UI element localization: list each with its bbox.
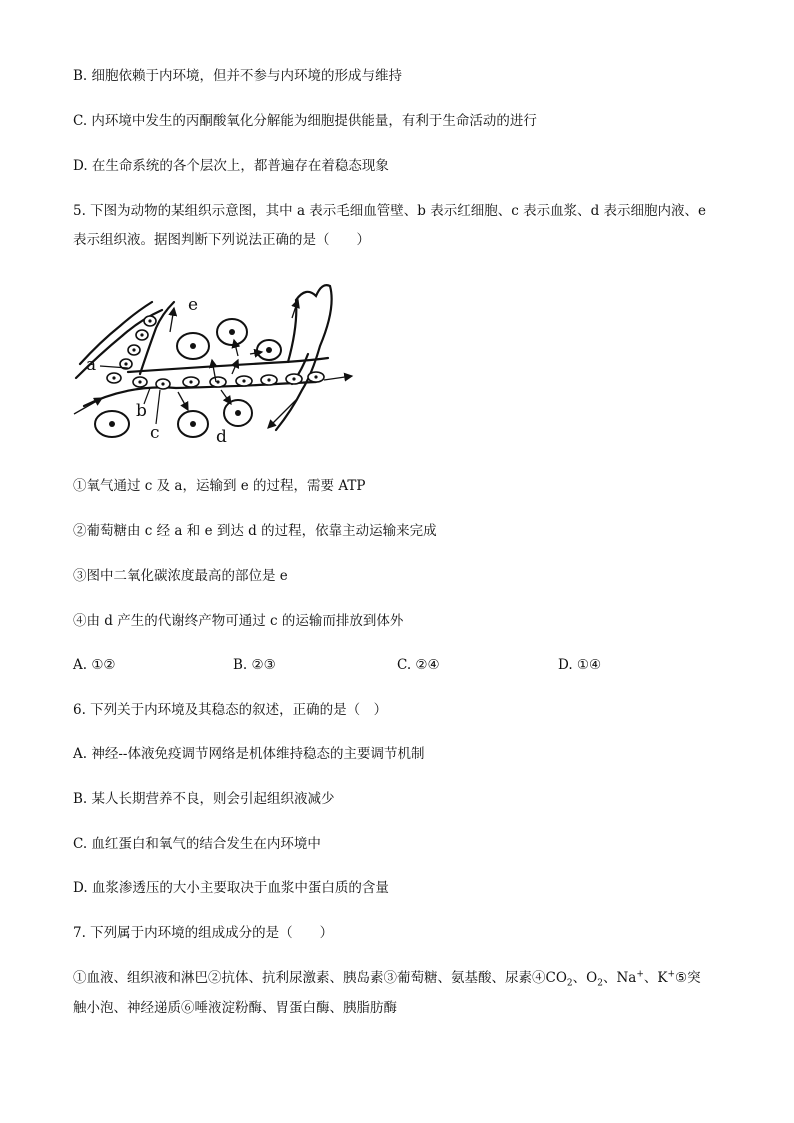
q7-items-part4: 、K	[643, 970, 668, 986]
label-a: a	[86, 355, 97, 375]
q7-items-line1	[73, 969, 701, 987]
capillary-walls	[76, 285, 332, 430]
q7-o2-subscript: 2	[597, 978, 603, 989]
q5-option-a: A. ①②	[73, 657, 116, 673]
q5-option-b: B. ②③	[233, 657, 276, 673]
q7-items-part5: ⑤突	[675, 970, 701, 986]
q5-statement-4: ④由 d 产生的代谢终产物可通过 c 的运输而排放到体外	[73, 613, 404, 629]
label-d: d	[216, 427, 227, 447]
q5-stem-line1: 5. 下图为动物的某组织示意图，其中 a 表示毛细血管壁、b 表示红细胞、c 表示血浆、d 表示细胞内液、e	[73, 203, 707, 219]
tissue-diagram	[66, 278, 366, 448]
q5-statement-3: ③图中二氧化碳浓度最高的部位是 e	[73, 568, 288, 584]
q6-option-c: C. 血红蛋白和氧气的结合发生在内环境中	[73, 836, 321, 852]
q5-statement-2: ②葡萄糖由 c 经 a 和 e 到达 d 的过程，依靠主动运输来完成	[73, 523, 437, 539]
label-b: b	[136, 401, 147, 421]
label-c: c	[150, 423, 160, 443]
q7-na-superscript: +	[636, 969, 644, 980]
q6-option-a: A. 神经--体液免疫调节网络是机体维持稳态的主要调节机制	[73, 746, 425, 762]
q4-option-c: C. 内环境中发生的丙酮酸氧化分解能为细胞提供能量，有利于生命活动的进行	[73, 113, 537, 129]
q7-items-line2: 触小泡、神经递质⑥唾液淀粉酶、胃蛋白酶、胰脂肪酶	[73, 1000, 397, 1016]
q6-option-b: B. 某人长期营养不良，则会引起组织液减少	[73, 791, 335, 807]
q7-co2-subscript: 2	[566, 978, 573, 989]
q7-items-part1: ①血液、组织液和淋巴②抗体、抗利尿激素、胰岛素③葡萄糖、氨基酸、尿素④CO	[73, 970, 567, 986]
q7-k-superscript: +	[667, 969, 676, 980]
q5-option-c: C. ②④	[397, 657, 440, 673]
diffusion-arrows	[74, 300, 352, 428]
q7-items-part3: 、Na	[602, 970, 637, 986]
q5-stem-line2: 表示组织液。据图判断下列说法正确的是（ ）	[73, 232, 370, 248]
q4-option-b: B. 细胞依赖于内环境，但并不参与内环境的形成与维持	[73, 68, 403, 84]
q4-option-d: D. 在生命系统的各个层次上，都普遍存在着稳态现象	[73, 158, 389, 174]
q7-items-part2: 、O	[572, 970, 598, 986]
q7-stem: 7. 下列属于内环境的组成成分的是（ ）	[73, 925, 334, 941]
q5-statement-1: ①氧气通过 c 及 a，运输到 e 的过程，需要 ATP	[73, 478, 366, 494]
label-e: e	[188, 295, 199, 315]
q6-option-d: D. 血浆渗透压的大小主要取决于血浆中蛋白质的含量	[73, 880, 389, 896]
q6-stem: 6. 下列关于内环境及其稳态的叙述，正确的是（ ）	[73, 702, 388, 718]
q5-option-d: D. ①④	[558, 657, 602, 673]
